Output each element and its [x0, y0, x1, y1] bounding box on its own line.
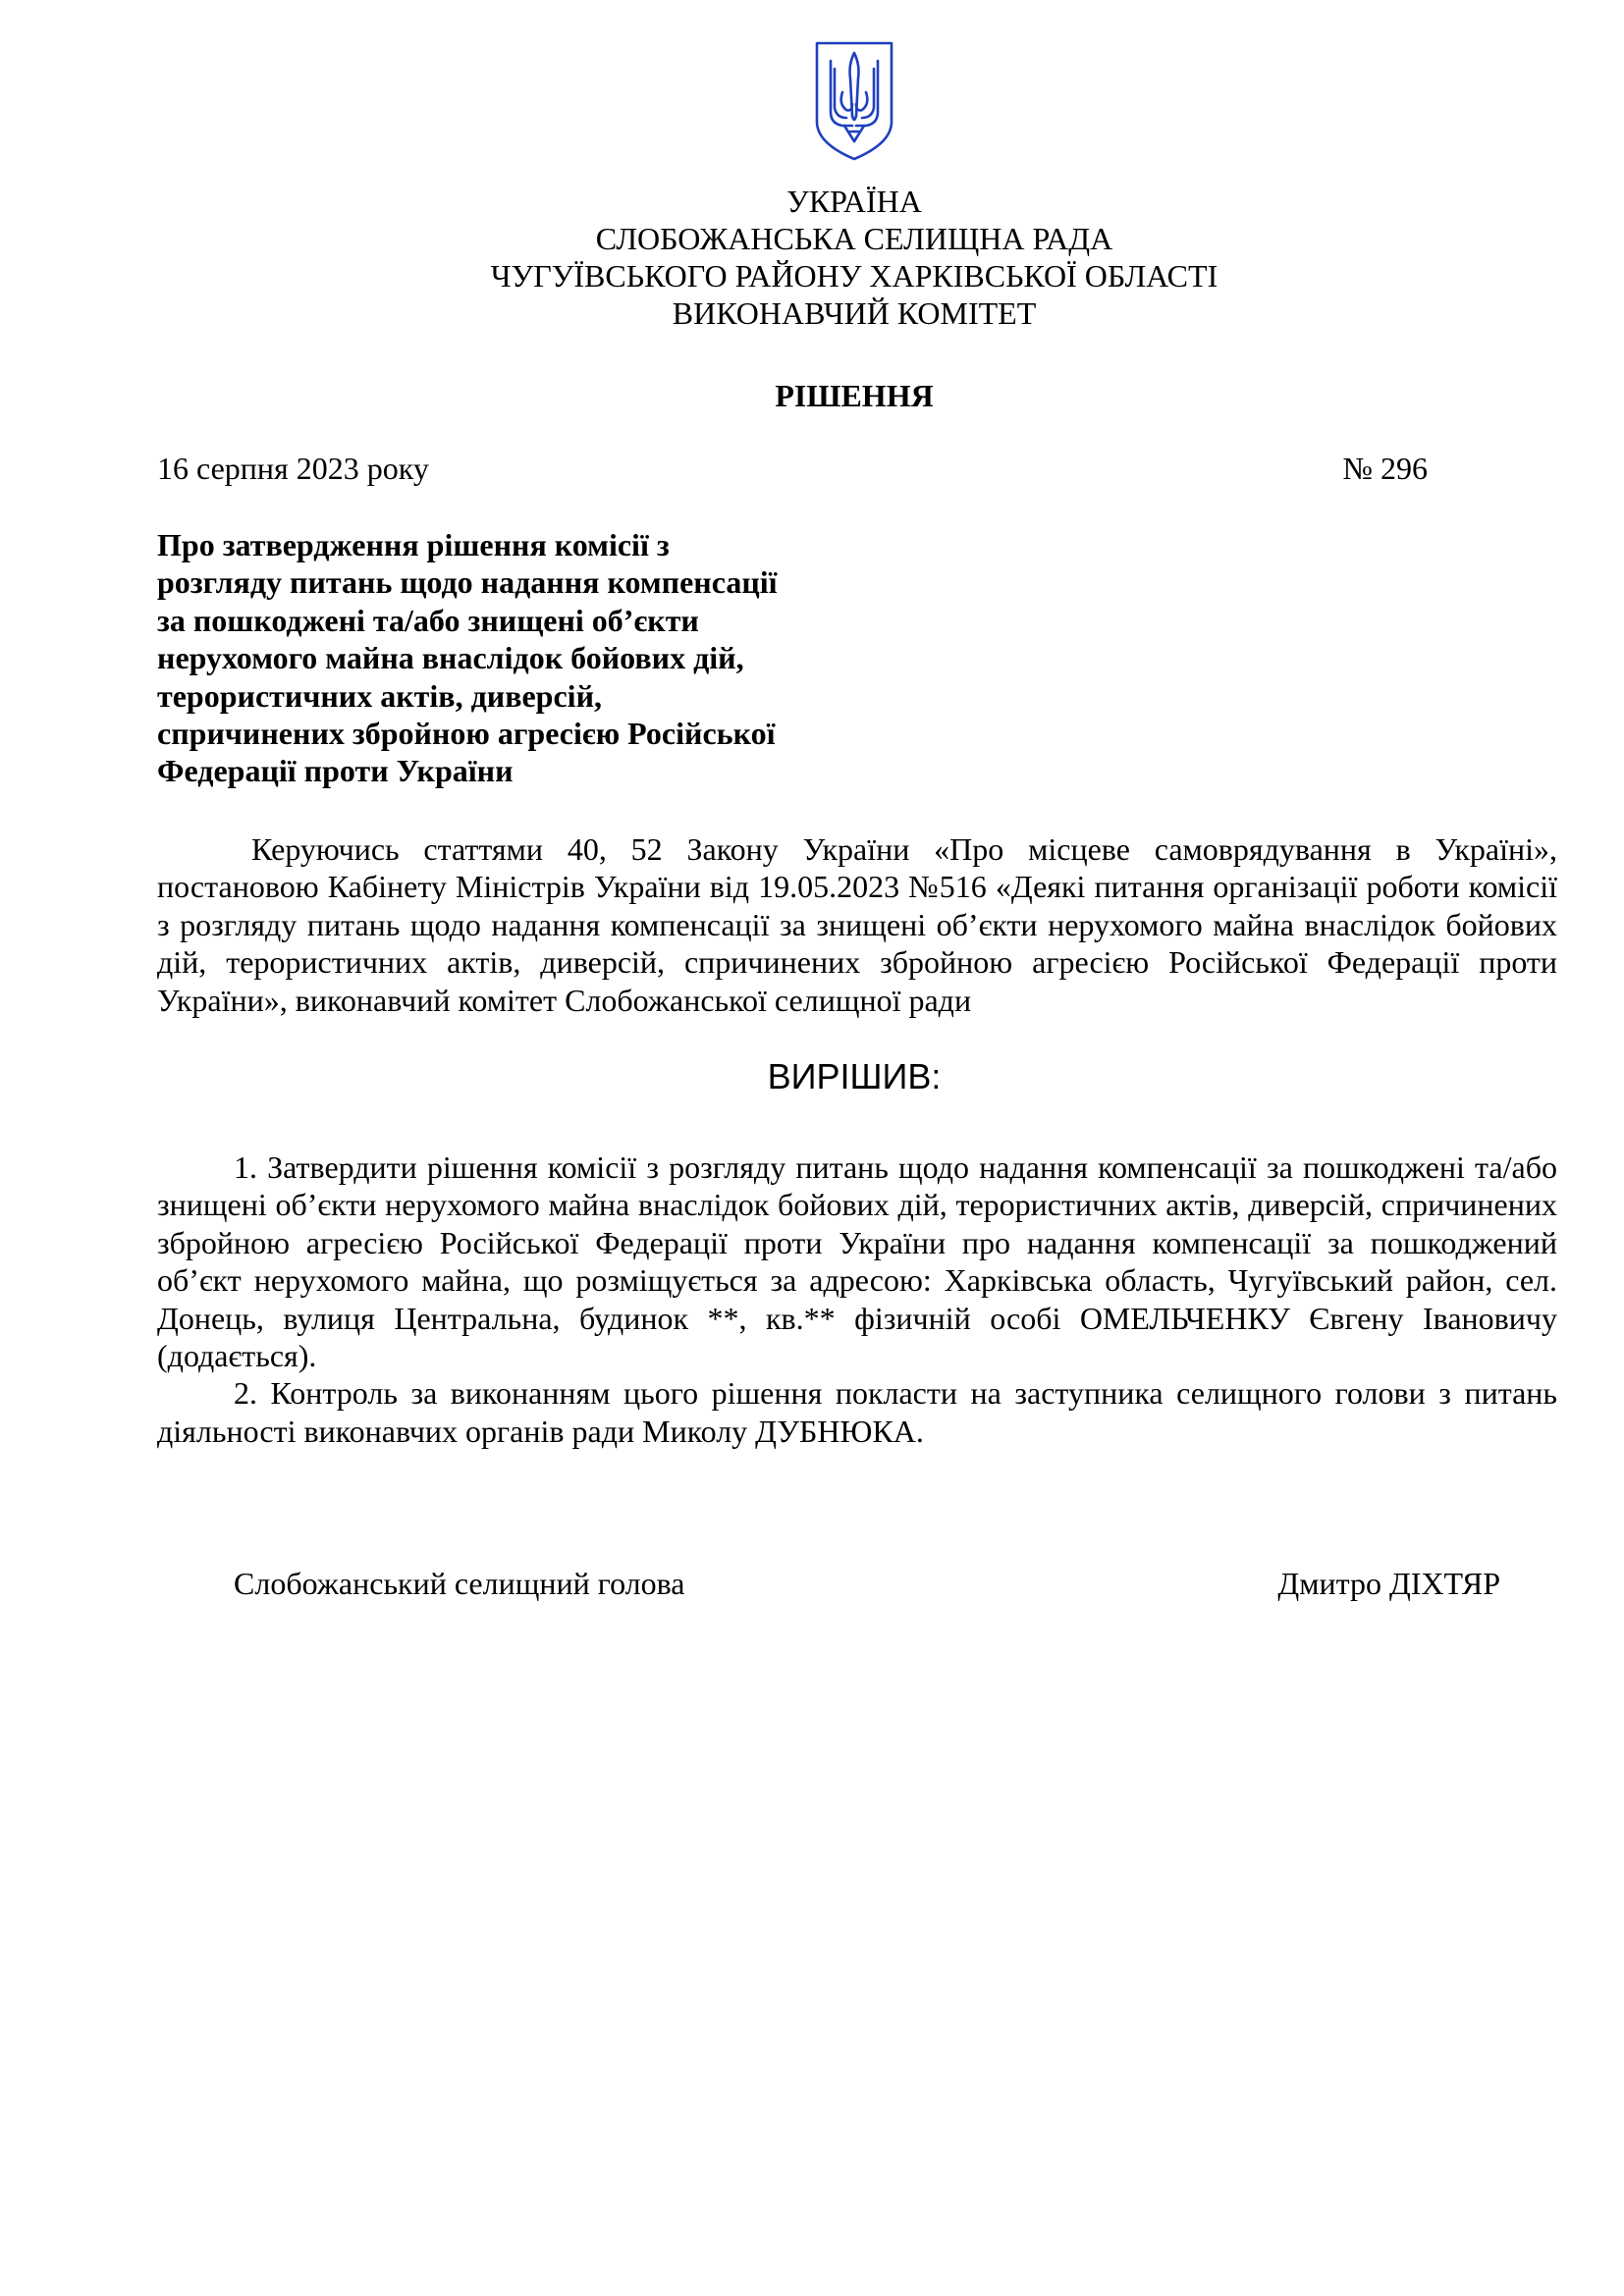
subject-line: за пошкоджені та/або знищені об’єкти	[157, 602, 699, 638]
header-district: ЧУГУЇВСЬКОГО РАЙОНУ ХАРКІВСЬКОЇ ОБЛАСТІ	[490, 258, 1218, 294]
decision-number: № 296	[1342, 451, 1428, 486]
subject-line: терористичних актів, диверсій,	[157, 677, 602, 714]
header-committee: ВИКОНАВЧИЙ КОМІТЕТ	[672, 295, 1037, 331]
preamble-paragraph: Керуючись статтями 40, 52 Закону України «Про місцеве самоврядування в Україні», постановою Кабінету Міністрів України від 19.05.2023 №516 «Деякі питання організації роботи комісії з розгляду питань щодо надання компенсації за знищені об’єкти нерухомого майна внаслідок бойових дій, терористичних актів, диверсій, спричинених збройною агресією Російської Федерації проти України», виконавчий комітет Слобожанської селищної ради	[157, 831, 1557, 1018]
resolution-item-1: 1. Затвердити рішення комісії з розгляду питань щодо надання компенсації за пошкоджені та/або знищені об’єкти нерухомого майна внаслідок бойових дій, терористичних актів, диверсій, спричинених збройною агресією Російської Федерації проти України про надання компенсації за пошкоджений об’єкт нерухомого майна, що розміщується за адресою: Харківська область, Чугуївський район, сел. Донець, вулиця Центральна, будинок **, кв.** фізичній особі ОМЕЛЬЧЕНКУ Євгену Івановичу (додається).	[157, 1149, 1557, 1374]
signatory-name: Дмитро ДІХТЯР	[1277, 1566, 1500, 1601]
header-country: УКРАЇНА	[786, 184, 922, 219]
subject-line: спричинених збройною агресією Російської	[157, 716, 776, 752]
resolved-heading: ВИРІШИВ:	[767, 1056, 942, 1096]
tryzub-emblem-icon	[813, 39, 895, 163]
decision-date: 16 серпня 2023 року	[157, 451, 429, 486]
decision-title: РІШЕННЯ	[775, 378, 934, 413]
signatory-position: Слобожанський селищний голова	[234, 1566, 685, 1601]
subject-line: нерухомого майна внаслідок бойових дій,	[157, 640, 744, 676]
header-council: СЛОБОЖАНСЬКА СЕЛИЩНА РАДА	[595, 221, 1113, 256]
decision-subject	[157, 526, 844, 790]
resolution-item-2: 2. Контроль за виконанням цього рішення покласти на заступника селищного голови з питань діяльності виконавчих органів ради Миколу ДУБНЮКА.	[157, 1375, 1557, 1449]
subject-line: Про затвердження рішення комісії з	[157, 527, 670, 562]
subject-line: Федерації проти України	[157, 753, 514, 789]
document-header	[0, 183, 1624, 332]
subject-line: розгляду питань щодо надання компенсації	[157, 564, 778, 601]
resolution-items	[157, 1148, 1557, 1450]
